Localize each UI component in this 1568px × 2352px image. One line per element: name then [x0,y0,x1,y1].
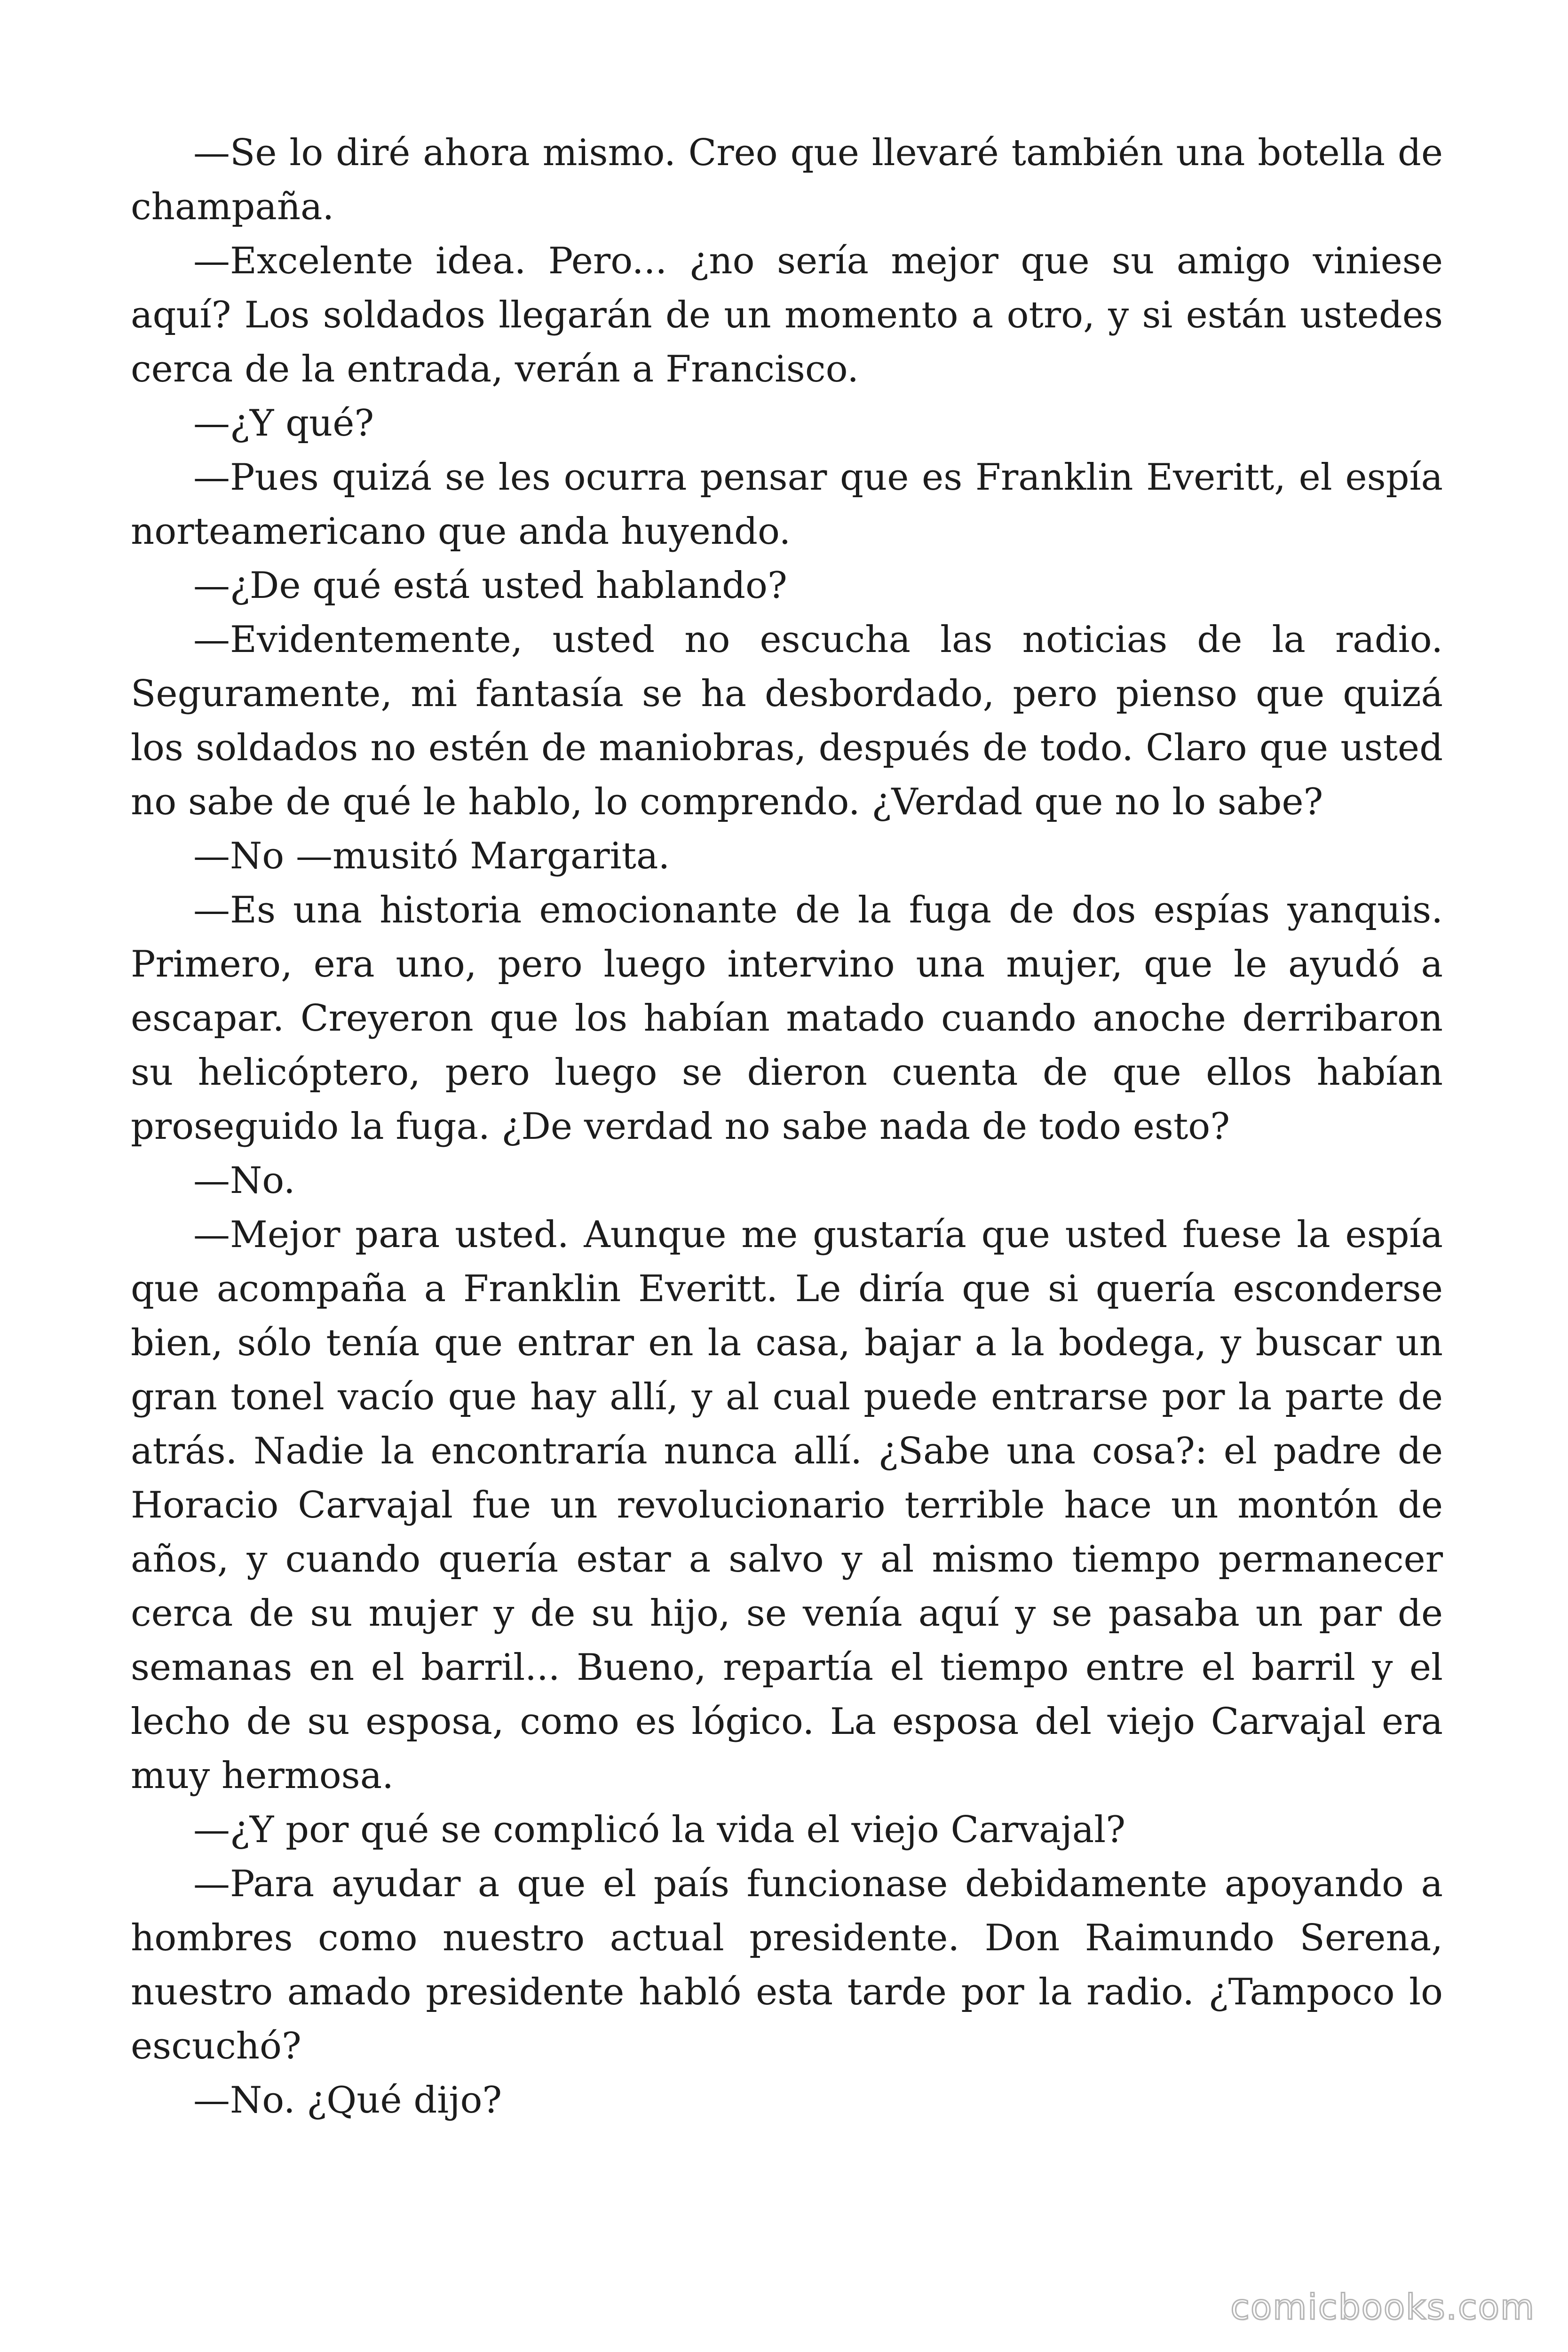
paragraph-1: —Se lo diré ahora mismo. Creo que llevaré también una botella de champaña. [131,132,1443,228]
body-text [131,126,1443,2128]
paragraph-7: —No —musitó Margarita. [193,835,670,877]
paragraph-5: —¿De qué está usted hablando? [193,564,787,607]
paragraph-9: —No. [193,1160,295,1202]
watermark-text: comicbooks.com [1230,2287,1535,2328]
paragraph-2: —Excelente idea. Pero... ¿no sería mejor que su amigo viniese aquí? Los soldados llegarán de un momento a otro, y si están ustedes cerca de la entrada, verán a Francisco. [131,240,1443,390]
paragraph-10: —Mejor para usted. Aunque me gustaría que usted fuese la espía que acompaña a Franklin Everitt. Le diría que si quería esconderse bien, sólo tenía que entrar en la casa, bajar a la bodega, y buscar un gran tonel vacío que hay allí, y al cual puede entrarse por la parte de atrás. Nadie la encontraría nunca allí. ¿Sabe una cosa?: el padre de Horacio Carvajal fue un revolucionario terrible hace un montón de años, y cuando quería estar a salvo y al mismo tiempo permanecer cerca de su mujer y de su hijo, se venía aquí y se pasaba un par de semanas en el barril... Bueno, repartía el tiempo entre el barril y el lecho de su esposa, como es lógico. La esposa del viejo Carvajal era muy hermosa. [131,1214,1443,1797]
paragraph-13: —No. ¿Qué dijo? [193,2079,502,2122]
paragraph-6: —Evidentemente, usted no escucha las noticias de la radio. Seguramente, mi fantasía se ha desbordado, pero pienso que quizá los soldados no estén de maniobras, después de todo. Claro que usted no sabe de qué le hablo, lo comprendo. ¿Verdad que no lo sabe? [131,619,1443,823]
paragraph-3: —¿Y qué? [193,402,374,445]
paragraph-12: —Para ayudar a que el país funcionase debidamente apoyando a hombres como nuestro actual presidente. Don Raimundo Serena, nuestro amado presidente habló esta tarde por la radio. ¿Tampoco lo escuchó? [131,1863,1443,2067]
paragraph-8: —Es una historia emocionante de la fuga de dos espías yanquis. Primero, era uno, pero luego intervino una mujer, que le ayudó a escapar. Creyeron que los habían matado cuando anoche derribaron su helicóptero, pero luego se dieron cuenta de que ellos habían proseguido la fuga. ¿De verdad no sabe nada de todo esto? [131,889,1443,1148]
paragraph-11: —¿Y por qué se complicó la vida el viejo Carvajal? [193,1809,1126,1851]
paragraph-4: —Pues quizá se les ocurra pensar que es Franklin Everitt, el espía norteamericano que anda huyendo. [131,456,1443,553]
